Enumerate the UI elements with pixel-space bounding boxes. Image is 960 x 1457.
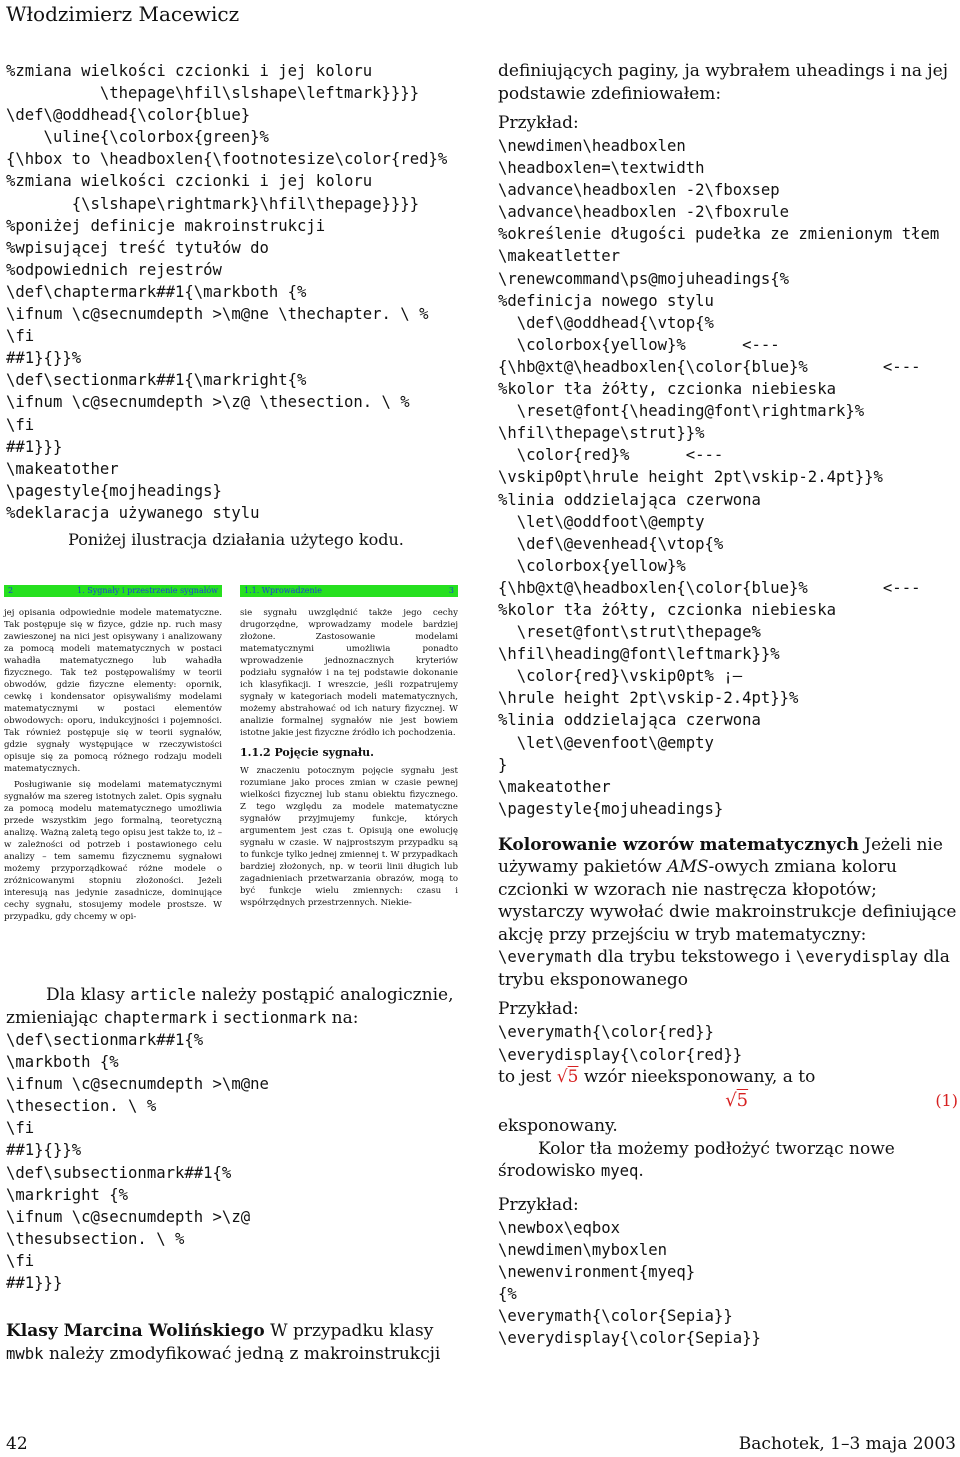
ams-logo: AMS xyxy=(667,857,709,878)
code-line: \color{red}% <--- xyxy=(498,446,724,465)
code-line: \def\subsectionmark##1{% xyxy=(6,1163,232,1182)
code-line: \thepage\hfil\slshape\leftmark}}}} xyxy=(6,84,420,103)
code-line: ##1}}} xyxy=(6,1274,63,1293)
article-paragraph: Dla klasy article należy postąpić analogicznie, zmieniając chaptermark i sectionmark na: xyxy=(6,985,454,1028)
code-line: %linia oddzielająca czerwona xyxy=(498,711,761,730)
running-header-author: Włodzimierz Macewicz xyxy=(6,2,240,26)
code-line: \headboxlen=\textwidth xyxy=(498,159,705,178)
code-line: %linia oddzielająca czerwona xyxy=(498,490,761,509)
eksponowany-text: eksponowany. xyxy=(498,1116,618,1137)
code-line: \reset@font{\heading@font\rightmark}% xyxy=(498,402,865,421)
figure-left-page-number: 2 xyxy=(8,586,14,595)
code-line: \fi xyxy=(6,327,35,346)
code-line: %poniżej definicje makroinstrukcji xyxy=(6,216,326,235)
code-line: \uline{\colorbox{green}% xyxy=(6,128,269,147)
example-label-1: Przykład: xyxy=(498,113,579,133)
figure-right-header-title: 1.1. Wprowadzenie xyxy=(244,586,322,595)
code-line: {\hbox to \headboxlen{\footnotesize\color{red}% xyxy=(6,150,448,169)
figure-right-text: sie sygnału uwzględnić także jego cechy drugorzędne, wprowadzamy modele bardziej złożone. Zastosowanie modelami matematycznymi umożliwia ponadto wprowadzenie jednoznacznych kryteriów podziału sygnałów i na tej podstawie dokonanie ich klasyfikacji. I wreszcie, jeśli rozpatrujemy sygnały w kategoriach modeli matematycznych, możemy abstrahować od ich natury fizycznej. W analizie formalnej sygnałów nie jest bowiem istotne jakie jest fizyczne źródło ich pochodzenia. xyxy=(240,608,458,738)
figure-left-header-title: 1. Sygnały i przestrzenie sygnałów xyxy=(77,586,218,595)
code-line: \ifnum \c@secnumdepth >\m@ne \thechapter. \ % xyxy=(6,305,429,324)
code-line: \ifnum \c@secnumdepth >\m@ne xyxy=(6,1075,269,1094)
code-line: %kolor tła żółty, czcionka niebieska xyxy=(498,600,836,619)
code-line: \everydisplay{\color{red}} xyxy=(498,1045,743,1064)
code-line: %kolor tła żółty, czcionka niebieska xyxy=(498,380,836,399)
code-line: ##1}}} xyxy=(6,437,63,456)
code-line: \def\chaptermark##1{\markboth {% xyxy=(6,282,307,301)
figure-right-heading: 1.1.2 Pojęcie sygnału. xyxy=(240,746,374,759)
code-line: \newdimen\myboxlen xyxy=(498,1240,667,1259)
figure-left-text: jej opisania odpowiednie modele matematyczne. Tak postępuje się w fizyce, gdzie np. ruch masy zawieszonej na nici jest opisywany i analizowany za pomocą modeli matematycznych w postaci wahadła matematycznego lub wahadła fizycznego. Tak też postępowaliśmy w teorii obwodów, gdzie fizyczne elementy: opornik, cewkę i kondensator opisywaliśmy modelami matematycznymi w postaci elementów obwodowych: oporu, indukcyjności i pojemności. Tak również postępuje się w teorii sygnałów, gdzie sygnały występujące w rzeczywistości opisuje się za pomocą różnego rodzaju modeli matematycznych. xyxy=(4,608,222,774)
code-line: \fi xyxy=(6,1251,35,1270)
figure-right-page xyxy=(240,585,458,909)
code-line: \renewcommand\ps@mojuheadings{% xyxy=(498,269,790,288)
code-line: {\hb@xt@\headboxlen{\color{blue}% <--- xyxy=(498,357,921,376)
code-line: \hrule height 2pt\vskip-2.4pt}}% xyxy=(498,689,799,708)
inline-sqrt: √5 xyxy=(556,1066,579,1087)
wolinski-paragraph: Klasy Marcina Wolińskiego W przypadku klasy mwbk należy zmodyfikować jedną z makroinstrukcji xyxy=(6,1321,441,1364)
code-line: \makeatletter xyxy=(498,247,621,266)
myeq-paragraph: Kolor tła możemy podłożyć tworząc nowe środowisko myeq. xyxy=(498,1138,895,1182)
code-line: \thesubsection. \ % xyxy=(6,1229,185,1248)
footer-page-number: 42 xyxy=(6,1434,28,1454)
code-line: \color{red}\vskip0pt% ¡— xyxy=(498,667,743,686)
code-line: \def\@oddhead{\color{blue} xyxy=(6,106,251,125)
code-line: ##1}{}}% xyxy=(6,1141,82,1160)
code-line: \markboth {% xyxy=(6,1053,119,1072)
inline-math-line: to jest √5 wzór nieeksponowany, a to xyxy=(498,1066,816,1087)
code-line: \colorbox{yellow}% xyxy=(498,556,686,575)
figure-left-header xyxy=(4,585,222,597)
code-line: \makeatother xyxy=(6,459,119,478)
code-line: \ifnum \c@secnumdepth >\z@ \thesection. \ % xyxy=(6,393,410,412)
code-line: \everymath{\color{red}} xyxy=(498,1023,714,1042)
math-color-paragraph: Kolorowanie wzorów matematycznych Jeżeli nie używamy pakietów AMS-owych zmiana koloru czcionki w wzorach nie nastręcza kłopotów; wystarczy wywołać dwie makroinstrukcje definiujące akcję przy przejściu w tryb matematyczny: \everymath dla trybu tekstowego i \everydisplay dla trybu eksponowanego xyxy=(498,834,957,990)
code-line: \pagestyle{mojuheadings} xyxy=(498,799,724,818)
code-line: \everydisplay{\color{Sepia}} xyxy=(498,1329,761,1348)
figure-right-header xyxy=(240,585,458,597)
code-listing-headings xyxy=(6,60,466,524)
code-line: \fi xyxy=(6,415,35,434)
code-line: \let\@oddfoot\@empty xyxy=(498,512,705,531)
code-line: \advance\headboxlen -2\fboxrule xyxy=(498,203,790,222)
code-line: %zmiana wielkości czcionki i jej koloru xyxy=(6,172,373,191)
intro-paragraph: definiujących paginy, ja wybrałem uheadings i na jej podstawie zdefiniowałem: xyxy=(498,61,948,104)
code-line: \everymath{\color{Sepia}} xyxy=(498,1306,733,1325)
figure-right-text-2: W znaczeniu potocznym pojęcie sygnału jest rozumiane jako proces zmian w czasie pewnej wielkości fizycznej lub stanu obiektu fizycznego. Z tego względu za modele matematyczne sygnałów przyjmujemy funkcje, których argumentem jest czas t. Opisują one ewolucję sygnału w czasie. W najprostszym przypadku są to funkcje tylko jednej zmiennej t. W przypadkach bardziej złożonych, np. w teorii linii długich lub zagadnieniach przetwarzania obrazów, mogą to być funkcje wielu zmiennych: czasu i współrzędnych przestrzennych. Niekie- xyxy=(240,766,458,908)
code-line: ##1}{}}% xyxy=(6,349,82,368)
code-line: \advance\headboxlen -2\fboxsep xyxy=(498,181,780,200)
code-line: \newenvironment{myeq} xyxy=(498,1262,696,1281)
code-line: {\slshape\rightmark}\hfil\thepage}}}} xyxy=(6,194,420,213)
code-line: \pagestyle{mojheadings} xyxy=(6,481,222,500)
code-line: \makeatother xyxy=(498,777,611,796)
section-heading-wolinski: Klasy Marcina Wolińskiego xyxy=(6,1321,265,1342)
code-line: \def\sectionmark##1{% xyxy=(6,1031,204,1049)
code-line: \thesection. \ % xyxy=(6,1097,157,1116)
example-label-2: Przykład: xyxy=(498,999,579,1020)
code-line: \ifnum \c@secnumdepth >\z@ xyxy=(6,1207,251,1226)
figure-page-spread xyxy=(4,585,460,975)
display-equation xyxy=(498,1090,958,1111)
code-line: \def\@oddhead{\vtop{% xyxy=(498,313,714,332)
figure-caption: Poniżej ilustracja działania użytego kodu. xyxy=(68,529,404,549)
code-line: \vskip0pt\hrule height 2pt\vskip-2.4pt}}% xyxy=(498,468,883,487)
code-line: \hfil\heading@font\leftmark}}% xyxy=(498,645,780,664)
code-line: \fi xyxy=(6,1119,35,1138)
code-listing-uheadings xyxy=(498,135,958,820)
figure-left-text-2: Posługiwanie się modelami matematycznymi sygnałów ma szereg istotnych zalet. Opis sygnału za pomocą modelu matematycznego umożliwia przede wszystkim jego formalną, teoretyczną analizę. Ważną zaletą tego opisu jest także to, iż – w zależności od potrzeb i postawionego celu analizy – tem samemu fizycznemu sygnałowi możemy przyporządkować różne modele o zróżnicowanymi stopniu złożoności. Jeżeli interesują nas jedynie zasadnicze, dominujące cechy sygnału, stosujemy modele prostsze. W przypadku, gdy chcemy w opi- xyxy=(4,780,222,922)
code-line: } xyxy=(498,755,508,774)
left-column xyxy=(6,60,466,549)
code-line: %zmiana wielkości czcionki i jej koloru xyxy=(6,62,373,80)
code-line: %odpowiednich rejestrów xyxy=(6,260,222,279)
figure-right-page-number: 3 xyxy=(448,586,454,595)
code-listing-myeq xyxy=(498,1217,958,1350)
code-line: %definicja nowego stylu xyxy=(498,291,714,310)
display-sqrt: √5 xyxy=(725,1090,749,1112)
code-line: \def\@evenhead{\vtop{% xyxy=(498,534,724,553)
code-line: \def\sectionmark##1{\markright{% xyxy=(6,371,307,390)
figure-left-page xyxy=(4,585,222,923)
code-line: \reset@font\strut\thepage% xyxy=(498,623,761,642)
equation-number: (1) xyxy=(935,1091,958,1111)
code-listing-everymath xyxy=(498,1021,958,1065)
footer-conference: Bachotek, 1–3 maja 2003 xyxy=(738,1434,956,1454)
section-heading-math-color: Kolorowanie wzorów matematycznych xyxy=(498,834,859,855)
code-line: %określenie długości pudełka ze zmienionym tłem xyxy=(498,225,940,244)
left-column-lower xyxy=(6,984,466,1365)
code-line: \markright {% xyxy=(6,1185,129,1204)
code-line: %deklaracja używanego stylu xyxy=(6,503,260,522)
code-line: {% xyxy=(498,1284,517,1303)
example-label-3: Przykład: xyxy=(498,1194,579,1215)
code-line: \hfil\thepage\strut}}% xyxy=(498,424,705,443)
code-line: \let\@evenfoot\@empty xyxy=(498,733,714,752)
code-line: \colorbox{yellow}% <--- xyxy=(498,335,780,354)
code-line: \newdimen\headboxlen xyxy=(498,137,686,155)
right-column xyxy=(498,60,958,1349)
code-line: {\hb@xt@\headboxlen{\color{blue}% <--- xyxy=(498,578,921,597)
code-listing-article xyxy=(6,1029,466,1294)
code-line: %wpisującej treść tytułów do xyxy=(6,238,269,257)
code-line: \newbox\eqbox xyxy=(498,1218,621,1237)
